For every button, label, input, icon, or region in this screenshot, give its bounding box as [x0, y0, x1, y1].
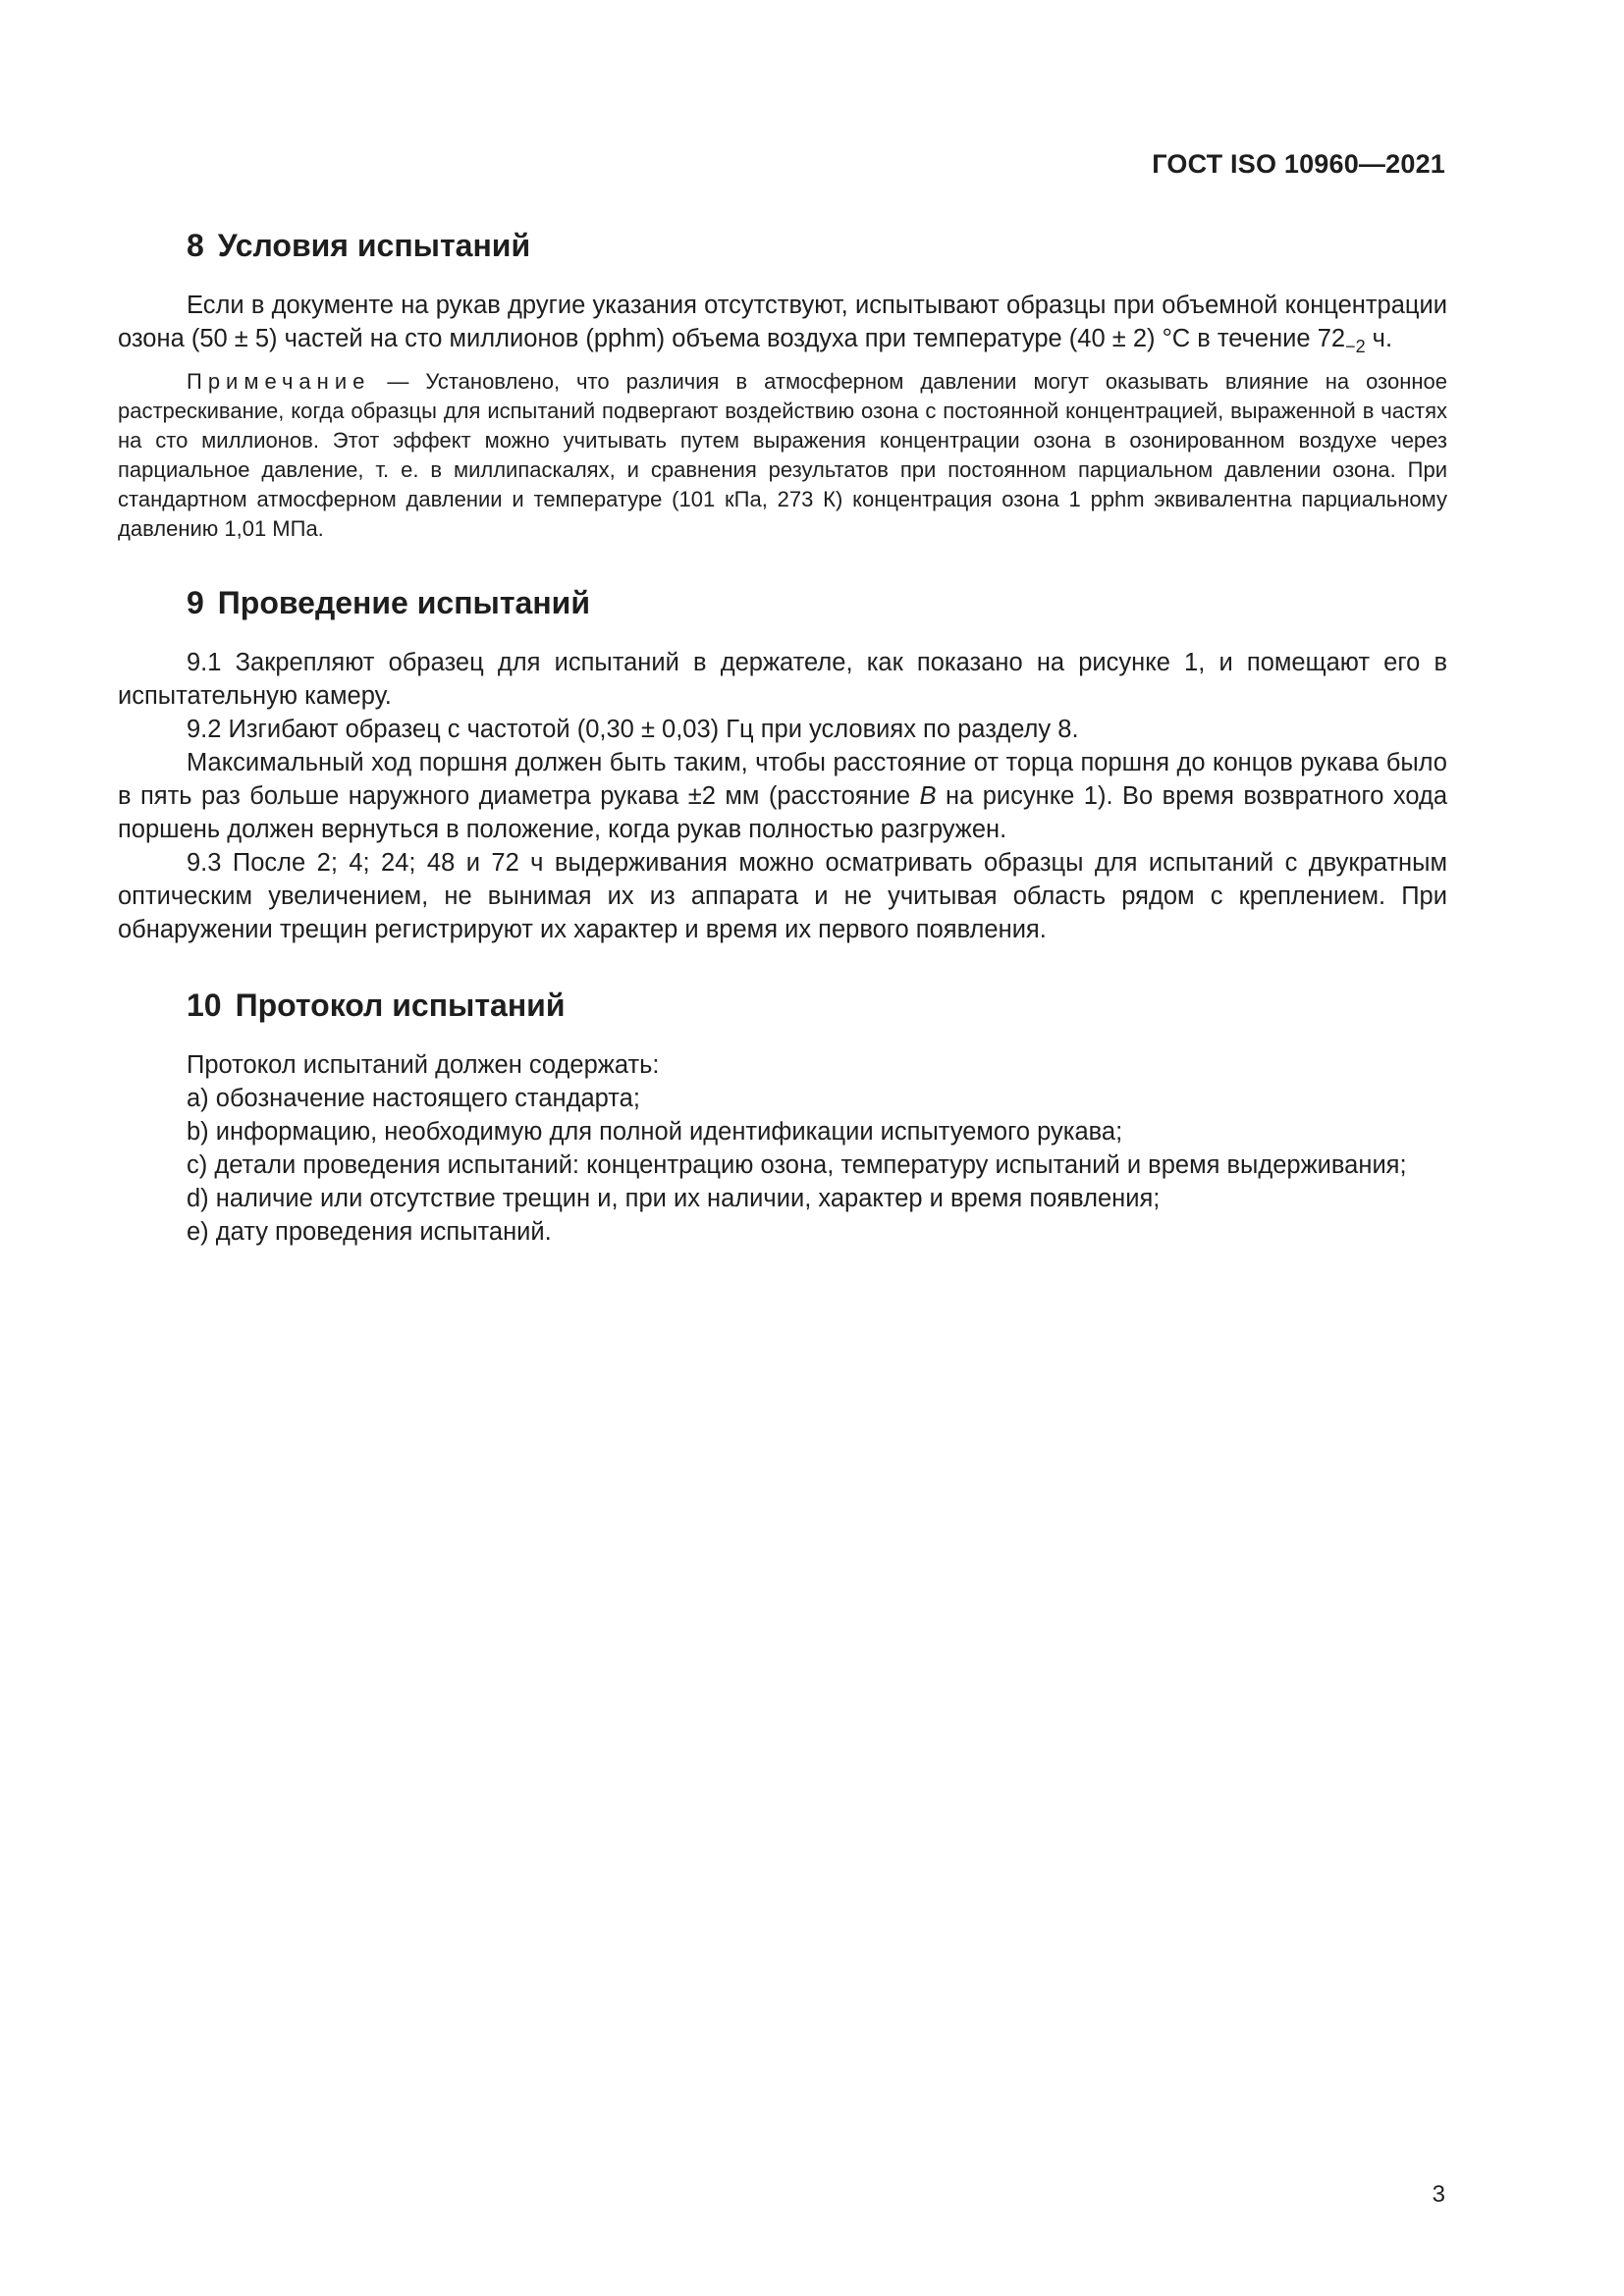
- section-title: Проведение испытаний: [217, 585, 590, 620]
- text-run: ч.: [1365, 325, 1393, 352]
- section-title: Условия испытаний: [217, 228, 531, 263]
- list-item: с) детали проведения испытаний: концентрацию озона, температуру испытаний и время выдерживания;: [187, 1151, 1407, 1179]
- clause-9-1: 9.1 Закрепляют образец для испытаний в держателе, как показано на рисунке 1, и помещают его в испытательную камеру.: [118, 649, 1447, 710]
- text-run: Если в документе на рукав другие указания отсутствуют, испытывают образцы при объемной концентрации озона (50 ± 5) частей на сто миллионов (pphm) объема воздуха при температуре (40 ± 2) °С в течение 72: [118, 292, 1447, 352]
- clause-9-2: 9.2 Изгибают образец с частотой (0,30 ± 0,03) Гц при условиях по разделу 8.: [187, 716, 1079, 743]
- note-text: — Установлено, что различия в атмосферном давлении могут оказывать влияние на озонное растрескивание, когда образцы для испытаний подвергают воздействию озона с постоянной концентрацией, выраженной в частях на сто миллионов. Этот эффект можно учитывать путем выражения концентрации озона в озонированном воздухе через парциальное давление, т. е. в миллипаскалях, и сравнения результатов при постоянном парциальном давлении озона. При стандартном атмосферном давлении и температуре (101 кПа, 273 К) концентрация озона 1 pphm эквивалентна парциальному давлению 1,01 МПа.: [118, 369, 1447, 541]
- section-number: 9: [187, 585, 204, 620]
- note-paragraph: [118, 367, 1447, 544]
- list-item: d) наличие или отсутствие трещин и, при их наличии, характер и время появления;: [187, 1185, 1161, 1212]
- section-8-heading: [118, 226, 1447, 265]
- text-run: Максимальный ход поршня должен быть таким, чтобы расстояние от торца поршня до концов рукава было в пять раз больше наружного диаметра рукава ±2 мм (расстояние: [118, 749, 1447, 810]
- list-item: а) обозначение настоящего стандарта;: [187, 1085, 640, 1112]
- section-10-heading: [118, 986, 1447, 1025]
- clause-9-2-continued: [118, 746, 1447, 846]
- section-number: 10: [187, 988, 222, 1023]
- section-8-paragraph: [118, 289, 1447, 355]
- text-run: на рисунке 1). Во время возвратного хода поршень должен вернуться в положение, когда рукав полностью разгружен.: [118, 782, 1448, 843]
- list-item: е) дату проведения испытаний.: [187, 1218, 552, 1246]
- clause-9-3: 9.3 После 2; 4; 24; 48 и 72 ч выдерживания можно осматривать образцы для испытаний с двукратным оптическим увеличением, не вынимая их из аппарата и не учитывая область рядом с креплением. При обнаружении трещин регистрируют их характер и время их первого появления.: [118, 849, 1447, 943]
- tolerance-subscript: −2: [1345, 337, 1366, 357]
- page-number: 3: [1432, 2181, 1445, 2208]
- note-label: Примечание: [187, 369, 371, 394]
- section-title: Протокол испытаний: [235, 988, 566, 1023]
- section-9-heading: [118, 583, 1447, 622]
- document-code: ГОСТ ISO 10960—2021: [1152, 149, 1445, 179]
- section-number: 8: [187, 228, 204, 263]
- list-item: b) информацию, необходимую для полной идентификации испытуемого рукава;: [187, 1118, 1123, 1146]
- page-content: [118, 226, 1447, 1249]
- report-intro: Протокол испытаний должен содержать:: [187, 1051, 660, 1079]
- distance-symbol: В: [919, 782, 937, 810]
